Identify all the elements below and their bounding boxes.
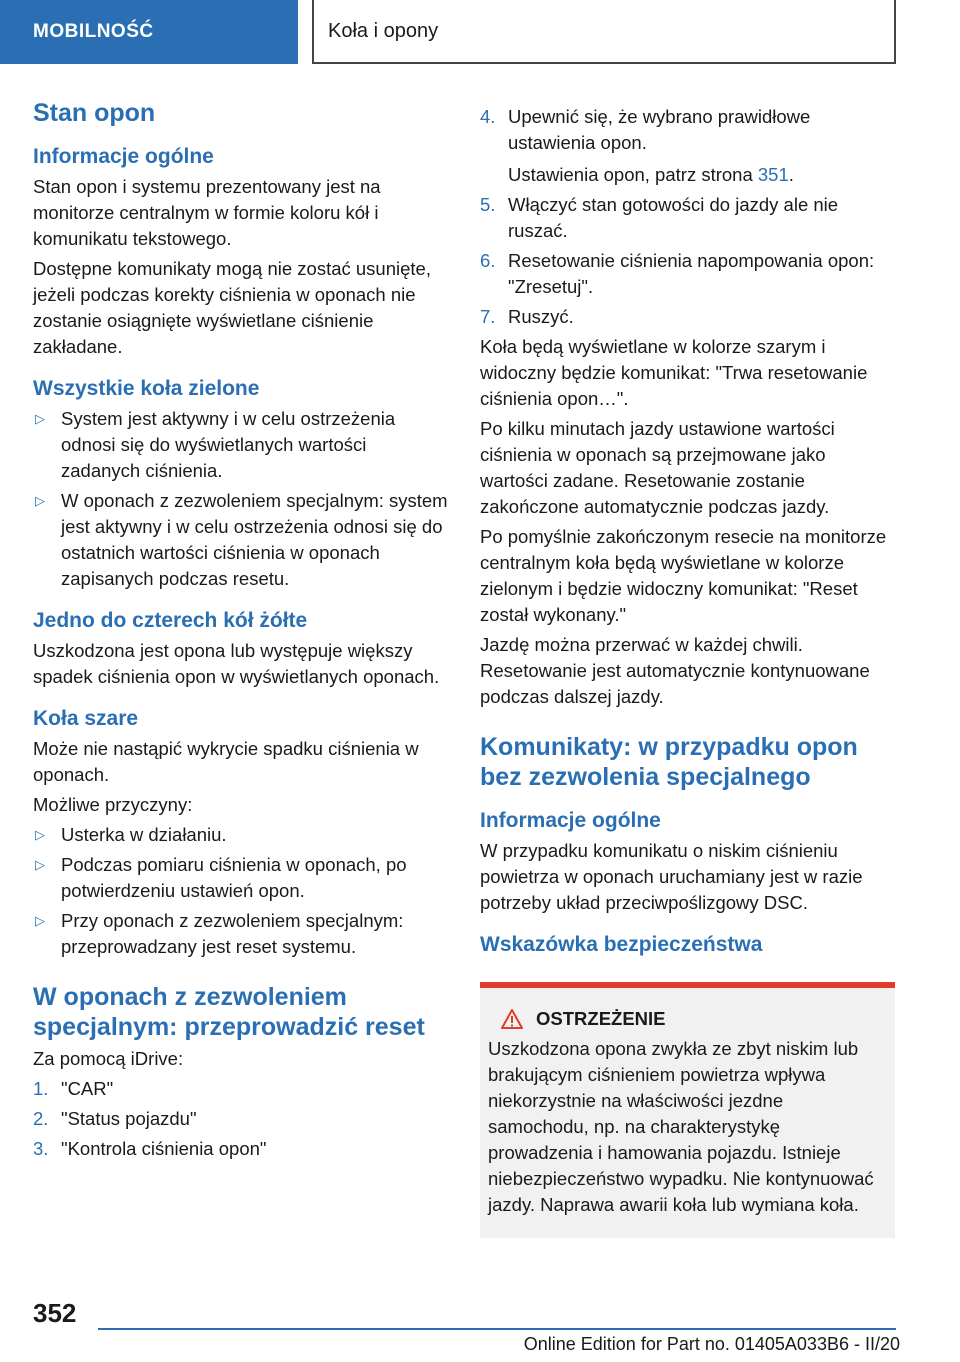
paragraph: Jazdę można przerwać w każdej chwili. Resetowanie jest automatycznie kontynuowane podczas dalszej jazdy. [480, 634, 870, 707]
paragraph: Po pomyślnie zakończonym resecie na monitorze centralnym koła będą wyświetlane w kolorze zielonym i będzie widoczny komunikat: "Reset został wykonany." [480, 526, 887, 625]
warning-box [480, 982, 895, 1238]
paragraph: Za pomocą iDrive: [33, 1048, 184, 1069]
paragraph: W przypadku komunikatu o niskim ciśnieniu powietrza w oponach uruchamiany jest w razie potrzeby układ przeciwpoślizgowy DSC. [480, 840, 863, 913]
triangle-bullet-icon: ▷ [35, 857, 45, 872]
triangle-bullet-icon: ▷ [35, 827, 45, 842]
heading-stan-opon: Stan opon [33, 99, 156, 127]
chapter-tab [312, 0, 896, 64]
list-item: 2. "Status pojazdu" [33, 1108, 197, 1129]
heading-informacje-ogolne: Informacje ogólne [33, 145, 214, 168]
triangle-bullet-icon: ▷ [35, 913, 45, 928]
chapter-title: Koła i opony [328, 19, 439, 42]
list-item: ▷ Podczas pomiaru ciśnienia w oponach, po potwierdzeniu ustawień opon. [35, 854, 407, 901]
footer-divider [98, 1328, 896, 1330]
page-reference-link[interactable]: 351 [757, 164, 789, 185]
list-item: ▷ W oponach z zezwoleniem specjalnym: system jest aktywny i w celu ostrzeżenia odnosi się do ostatnich wartości ciśnienia w oponach zapisanych podczas resetu. [35, 490, 448, 589]
warning-text: Uszkodzona opona zwykła ze zbyt niskim lub brakującym ciśnieniem powietrza wpływa niekorzystnie na właściwości jezdne samochodu, np. na charakterystykę prowadzenia i hamowania pojazdu. Istnieje niebezpieczeństwo wypadku. Nie kontynuować jazdy. Naprawa awarii koła lub wymiana koła. [488, 1038, 874, 1215]
list-item: ▷ System jest aktywny i w celu ostrzeżenia odnosi się do wyświetlanych wartości zadanych ciśnienia. [35, 408, 396, 481]
paragraph: Dostępne komunikaty mogą nie zostać usunięte, jeżeli podczas korekty ciśnienia w oponach nie zostanie osiągnięte wyświetlane ciśnienie zakładane. [33, 258, 431, 357]
paragraph: Możliwe przyczyny: [33, 794, 193, 815]
paragraph: Koła będą wyświetlane w kolorze szarym i widoczny będzie komunikat: "Trwa resetowanie ciśnienia opon…". [480, 336, 868, 409]
steps-list [33, 1076, 448, 1162]
bullet-list [33, 822, 448, 960]
page-number: 352 [33, 1298, 77, 1328]
steps-list [480, 104, 895, 330]
section-tab [0, 0, 298, 64]
paragraph: Po kilku minutach jazdy ustawione wartości ciśnienia w oponach są przejmowane jako wartości zadane. Resetowanie zostanie zakończone automatycznie podczas jazdy. [480, 418, 835, 517]
paragraph: Stan opon i systemu prezentowany jest na monitorze centralnym w formie koloru kół i komunikatu tekstowego. [33, 176, 381, 249]
right-column [480, 98, 895, 1238]
section-title: MOBILNOŚĆ [33, 21, 154, 42]
left-column [33, 98, 448, 1162]
triangle-bullet-icon: ▷ [35, 493, 45, 508]
heading-green-wheels: Wszystkie koła zielone [33, 377, 260, 400]
step-note: Ustawienia opon, patrz strona 351. [508, 164, 794, 185]
heading-yellow-wheels: Jedno do czterech kół żółte [33, 609, 308, 632]
list-item: 3. "Kontrola ciśnienia opon" [33, 1138, 267, 1159]
list-item: 7. Ruszyć. [480, 306, 574, 327]
list-item: 6. Resetowanie ciśnienia napompowania opon: "Zresetuj". [480, 250, 875, 297]
list-item: ▷ Usterka w działaniu. [33, 822, 448, 848]
warning-triangle-icon [500, 1008, 524, 1030]
edition-note: Online Edition for Part no. 01405A033B6 - II/20 [523, 1334, 900, 1354]
heading-grey-wheels: Koła szare [33, 707, 139, 730]
bullet-list [33, 406, 448, 592]
list-item: 4. Upewnić się, że wybrano prawidłowe ustawienia opon. Ustawienia opon, patrz strona 351. [480, 104, 895, 188]
heading-messages: Komunikaty: w przypadku opon bez zezwolenia specjalnego [480, 733, 858, 791]
triangle-bullet-icon: ▷ [35, 411, 45, 426]
paragraph: Może nie nastąpić wykrycie spadku ciśnienia w oponach. [33, 738, 419, 785]
heading-reset: W oponach z zezwoleniem specjalnym: przeprowadzić reset [33, 983, 425, 1041]
list-item: 5. Włączyć stan gotowości do jazdy ale nie ruszać. [480, 194, 839, 241]
list-item: ▷ Przy oponach z zezwoleniem specjalnym: przeprowadzany jest reset systemu. [35, 910, 404, 957]
paragraph: Uszkodzona jest opona lub występuje większy spadek ciśnienia opon w wyświetlanych oponach. [33, 640, 440, 687]
warning-title: OSTRZEŻENIE [488, 1006, 887, 1032]
list-item: 1. "CAR" [33, 1078, 114, 1099]
heading-safety: Wskazówka bezpieczeństwa [480, 933, 763, 956]
heading-informacje-ogolne: Informacje ogólne [480, 809, 661, 832]
